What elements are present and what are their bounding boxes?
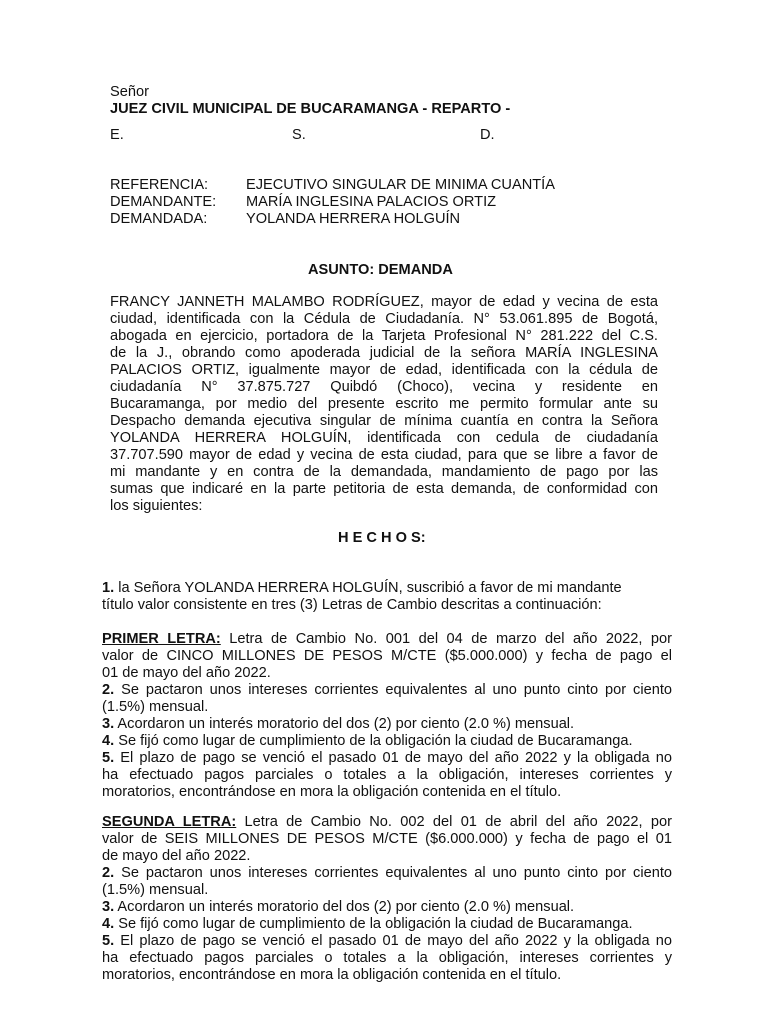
reference-label: REFERENCIA: bbox=[110, 177, 209, 193]
item-text: Acordaron un interés moratorio del dos (2) por ciento (2.0 %) mensual. bbox=[114, 716, 575, 732]
addressee: JUEZ CIVIL MUNICIPAL DE BUCARAMANGA - REPARTO - bbox=[110, 101, 511, 117]
item-number: 2. bbox=[102, 865, 115, 881]
reference-value: EJECUTIVO SINGULAR DE MINIMA CUANTÍA bbox=[246, 177, 555, 193]
item-text: Se pactaron unos intereses corrientes equivalentes al uno punto cinto por ciento bbox=[114, 682, 672, 698]
item-number: 2. bbox=[102, 682, 115, 698]
fact-text: la Señora YOLANDA HERRERA HOLGUÍN, suscribió a favor de mi mandante bbox=[114, 580, 622, 596]
fact-number: 1. bbox=[102, 580, 115, 596]
intro-line: Bucaramanga, por medio del presente escrito me permito formular ante su bbox=[110, 396, 658, 412]
intro-line: sumas que indicaré en la parte petitoria de esta demanda, de conformidad con bbox=[110, 481, 658, 497]
item-text: Se fijó como lugar de cumplimiento de la obligación la ciudad de Bucaramanga. bbox=[114, 916, 633, 932]
esd-e: E. bbox=[110, 127, 124, 143]
letter-text: de mayo del año 2022. bbox=[102, 848, 251, 864]
second-letter-section bbox=[102, 814, 672, 984]
item-text: (1.5%) mensual. bbox=[102, 882, 209, 898]
intro-line: Despacho demanda ejecutiva singular de mínima cuantía en contra la Señora bbox=[110, 413, 658, 429]
item-text: El plazo de pago se venció el pasado 01 de mayo del año 2022 y la obligada no bbox=[114, 750, 672, 766]
intro-line: los siguientes: bbox=[110, 498, 203, 514]
defendant-value: YOLANDA HERRERA HOLGUÍN bbox=[246, 211, 461, 227]
plaintiff-value: MARÍA INGLESINA PALACIOS ORTIZ bbox=[246, 194, 497, 210]
subject-heading: ASUNTO: DEMANDA bbox=[308, 262, 453, 278]
esd-s: S. bbox=[292, 127, 306, 143]
item-text: Se pactaron unos intereses corrientes equivalentes al uno punto cinto por ciento bbox=[114, 865, 672, 881]
intro-line: mi mandante y en contra de la demandada, mandamiento de pago por las bbox=[110, 464, 658, 480]
fact-text: título valor consistente en tres (3) Letras de Cambio descritas a continuación: bbox=[102, 597, 602, 613]
item-text: Se fijó como lugar de cumplimiento de la obligación la ciudad de Bucaramanga. bbox=[114, 733, 633, 749]
letter-text: valor de CINCO MILLONES DE PESOS M/CTE ($5.000.000) y fecha de pago el bbox=[102, 648, 672, 664]
item-number: 4. bbox=[102, 733, 115, 749]
intro-paragraph bbox=[110, 294, 658, 515]
letter-text: Letra de Cambio No. 001 del 04 de marzo del año 2022, por bbox=[220, 631, 672, 647]
intro-line: de la J., obrando como apoderada judicial de la señora MARÍA INGLESINA bbox=[110, 345, 658, 361]
fact-1 bbox=[102, 580, 657, 614]
intro-line: abogada en ejercicio, portadora de la Tarjeta Profesional N° 281.222 del C.S. bbox=[110, 328, 658, 344]
item-text: ha efectuado pagos parciales o totales a la obligación, intereses corrientes y bbox=[102, 767, 672, 783]
facts-heading: H E C H O S: bbox=[338, 530, 426, 546]
defendant-label: DEMANDADA: bbox=[110, 211, 208, 227]
letter-text: 01 de mayo del año 2022. bbox=[102, 665, 271, 681]
letter-text: Letra de Cambio No. 002 del 01 de abril del año 2022, por bbox=[236, 814, 672, 830]
item-text: El plazo de pago se venció el pasado 01 de mayo del año 2022 y la obligada no bbox=[114, 933, 672, 949]
item-number: 4. bbox=[102, 916, 115, 932]
intro-line: FRANCY JANNETH MALAMBO RODRÍGUEZ, mayor de edad y vecina de esta bbox=[110, 294, 658, 310]
intro-line: ciudadanía N° 37.875.727 Quibdó (Choco), vecina y residente en bbox=[110, 379, 658, 395]
salutation: Señor bbox=[110, 84, 149, 100]
intro-line: 37.707.590 mayor de edad y vecina de esta ciudad, para que se libre a favor de bbox=[110, 447, 658, 463]
letter-text: valor de SEIS MILLONES DE PESOS M/CTE ($6.000.000) y fecha de pago el 01 bbox=[102, 831, 672, 847]
item-number: 3. bbox=[102, 899, 115, 915]
item-text: Acordaron un interés moratorio del dos (2) por ciento (2.0 %) mensual. bbox=[114, 899, 575, 915]
item-text: moratorios, encontrándose en mora la obligación contenida en el título. bbox=[102, 967, 562, 983]
intro-line: YOLANDA HERRERA HOLGUÍN, identificada con cedula de ciudadanía bbox=[110, 430, 658, 446]
item-text: (1.5%) mensual. bbox=[102, 699, 209, 715]
intro-line: PALACIOS ORTIZ, igualmente mayor de edad, identificada con la cédula de bbox=[110, 362, 658, 378]
plaintiff-label: DEMANDANTE: bbox=[110, 194, 217, 210]
item-number: 5. bbox=[102, 933, 115, 949]
first-letter-section bbox=[102, 631, 672, 801]
item-text: moratorios, encontrándose en mora la obligación contenida en el título. bbox=[102, 784, 562, 800]
letter-title: PRIMER LETRA: bbox=[102, 631, 221, 647]
intro-line: ciudad, identificada con la Cédula de Ciudadanía. N° 53.061.895 de Bogotá, bbox=[110, 311, 658, 327]
item-text: ha efectuado pagos parciales o totales a la obligación, intereses corrientes y bbox=[102, 950, 672, 966]
esd-d: D. bbox=[480, 127, 495, 143]
item-number: 3. bbox=[102, 716, 115, 732]
item-number: 5. bbox=[102, 750, 115, 766]
letter-title: SEGUNDA LETRA: bbox=[102, 814, 237, 830]
